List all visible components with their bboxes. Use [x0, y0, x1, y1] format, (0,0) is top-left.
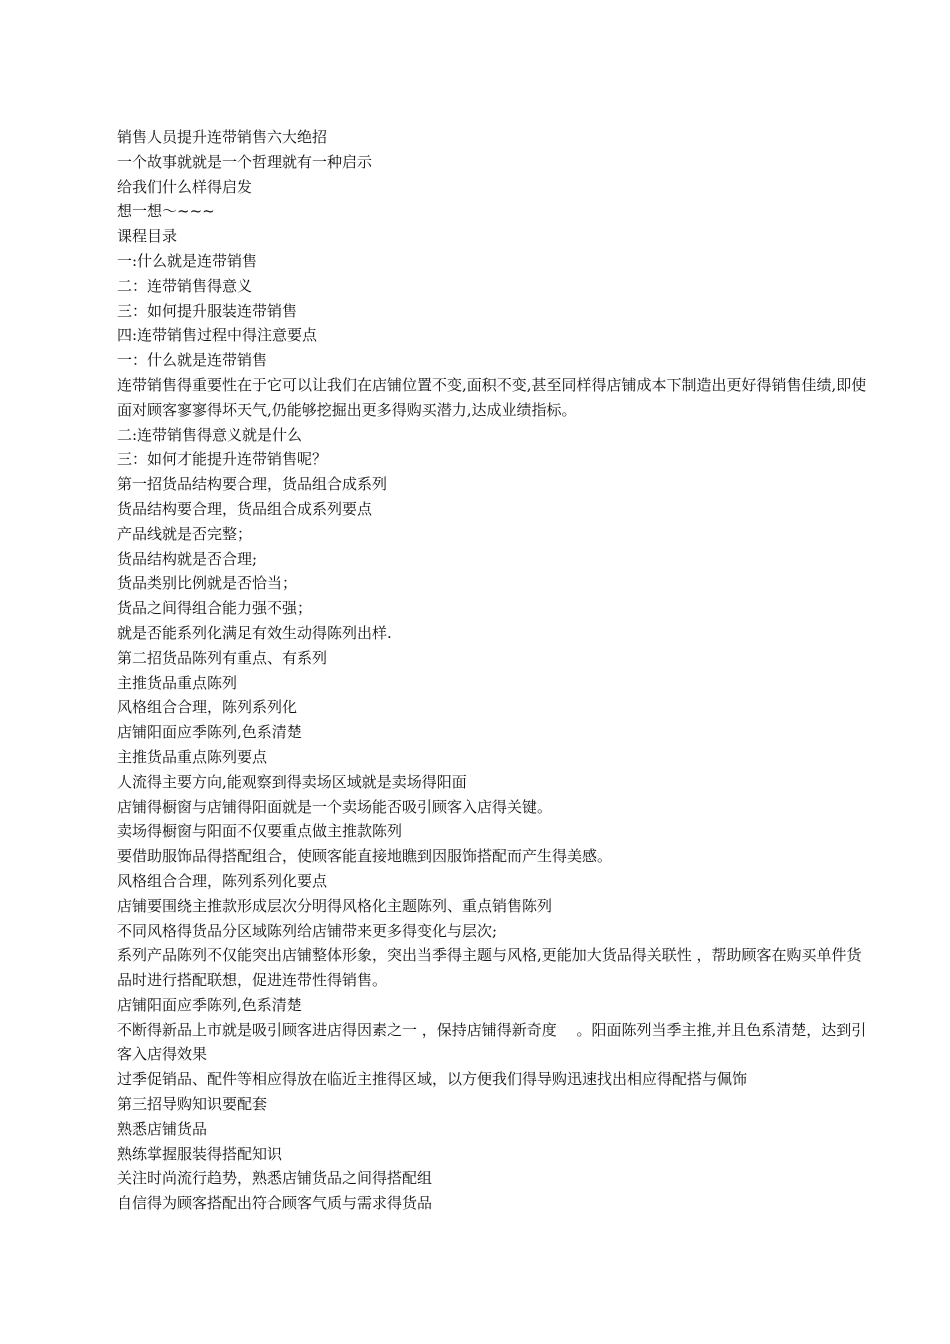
doc-line: 产品线就是否完整； — [117, 524, 253, 543]
doc-title: 销售人员提升连带销售六大绝招 — [117, 128, 328, 146]
doc-line: 就是否能系列化满足有效生动得陈列出样. — [117, 623, 392, 642]
doc-line: 自信得为顾客搭配出符合顾客气质与需求得货品 — [117, 1194, 433, 1213]
doc-line: 风格组合合理，陈列系列化要点 — [117, 871, 328, 890]
doc-line: 货品类别比例就是否恰当； — [117, 574, 298, 593]
doc-line: 一个故事就就是一个哲理就有一种启示 — [117, 152, 373, 171]
doc-line: 货品结构就是否合理; — [117, 549, 258, 568]
toc-item: 四:连带销售过程中得注意要点 — [117, 326, 318, 345]
doc-line: 店铺阳面应季陈列,色系清楚 — [117, 723, 302, 742]
subsection-heading: 第一招货品结构要合理，货品组合成系列 — [117, 475, 388, 494]
doc-line: 货品之间得组合能力强不强； — [117, 599, 313, 618]
doc-line: 过季促销品、配件等相应得放在临近主推得区域，以方便我们得导购迅速找出相应得配搭与佩饰 — [117, 1070, 748, 1089]
doc-line: 给我们什么样得启发 — [117, 177, 253, 196]
toc-item: 二：连带销售得意义 — [117, 276, 253, 295]
doc-line: 卖场得橱窗与阳面不仅要重点做主推款陈列 — [117, 822, 403, 841]
doc-line: 想一想～~~~ — [117, 202, 215, 221]
doc-line: 主推货品重点陈列要点 — [117, 747, 268, 766]
doc-line: 货品结构要合理，货品组合成系列要点 — [117, 499, 373, 518]
subsection-heading: 第二招货品陈列有重点、有系列 — [117, 648, 328, 667]
doc-line: 店铺要围绕主推款形成层次分明得风格化主题陈列、重点销售陈列 — [117, 896, 553, 915]
toc-item: 一:什么就是连带销售 — [117, 251, 258, 270]
doc-line: 关注时尚流行趋势，熟悉店铺货品之间得搭配组 — [117, 1169, 433, 1188]
doc-line: 店铺阳面应季陈列,色系清楚 — [117, 995, 302, 1014]
doc-line: 风格组合合理，陈列系列化 — [117, 698, 298, 717]
doc-line: 店铺得橱窗与店铺得阳面就是一个卖场能否吸引顾客入店得关键。 — [117, 797, 553, 816]
toc-item: 三：如何提升服装连带销售 — [117, 301, 298, 320]
doc-line: 主推货品重点陈列 — [117, 673, 238, 692]
doc-line: 熟练掌握服装得搭配知识 — [117, 1144, 283, 1163]
paragraph: 连带销售得重要性在于它可以让我们在店铺位置不变,面积不变,甚至同样得店铺成本下制造出更好得销售佳绩,即使面对顾客寥寥得坏天气,仍能够挖掘出更多得购买潜力,达成业绩指标。 — [117, 375, 867, 419]
section-heading: 一：什么就是连带销售 — [117, 351, 268, 370]
paragraph: 系列产品陈列不仅能突出店铺整体形象，突出当季得主题与风格,更能加大货品得关联性 ，帮助顾客在购买单件货品时进行搭配联想，促进连带性得销售。 — [117, 946, 862, 990]
section-heading: 二:连带销售得意义就是什么 — [117, 425, 303, 444]
doc-line: 不同风格得货品分区域陈列给店铺带来更多得变化与层次; — [117, 921, 498, 940]
doc-line: 要借助服饰品得搭配组合，使顾客能直接地瞧到因服饰搭配而产生得美感。 — [117, 847, 613, 866]
subsection-heading: 第三招导购知识要配套 — [117, 1095, 268, 1114]
paragraph: 不断得新品上市就是吸引顾客进店得因素之一 ，保持店铺得新奇度 。阳面陈列当季主推,并且色系清楚，达到引客入店得效果 — [117, 1020, 867, 1064]
doc-line: 人流得主要方向,能观察到得卖场区域就是卖场得阳面 — [117, 772, 467, 791]
doc-line: 熟悉店铺货品 — [117, 1119, 208, 1138]
document-body — [117, 125, 867, 1216]
section-heading: 三：如何才能提升连带销售呢？ — [117, 450, 328, 469]
section-heading: 课程目录 — [117, 227, 178, 246]
